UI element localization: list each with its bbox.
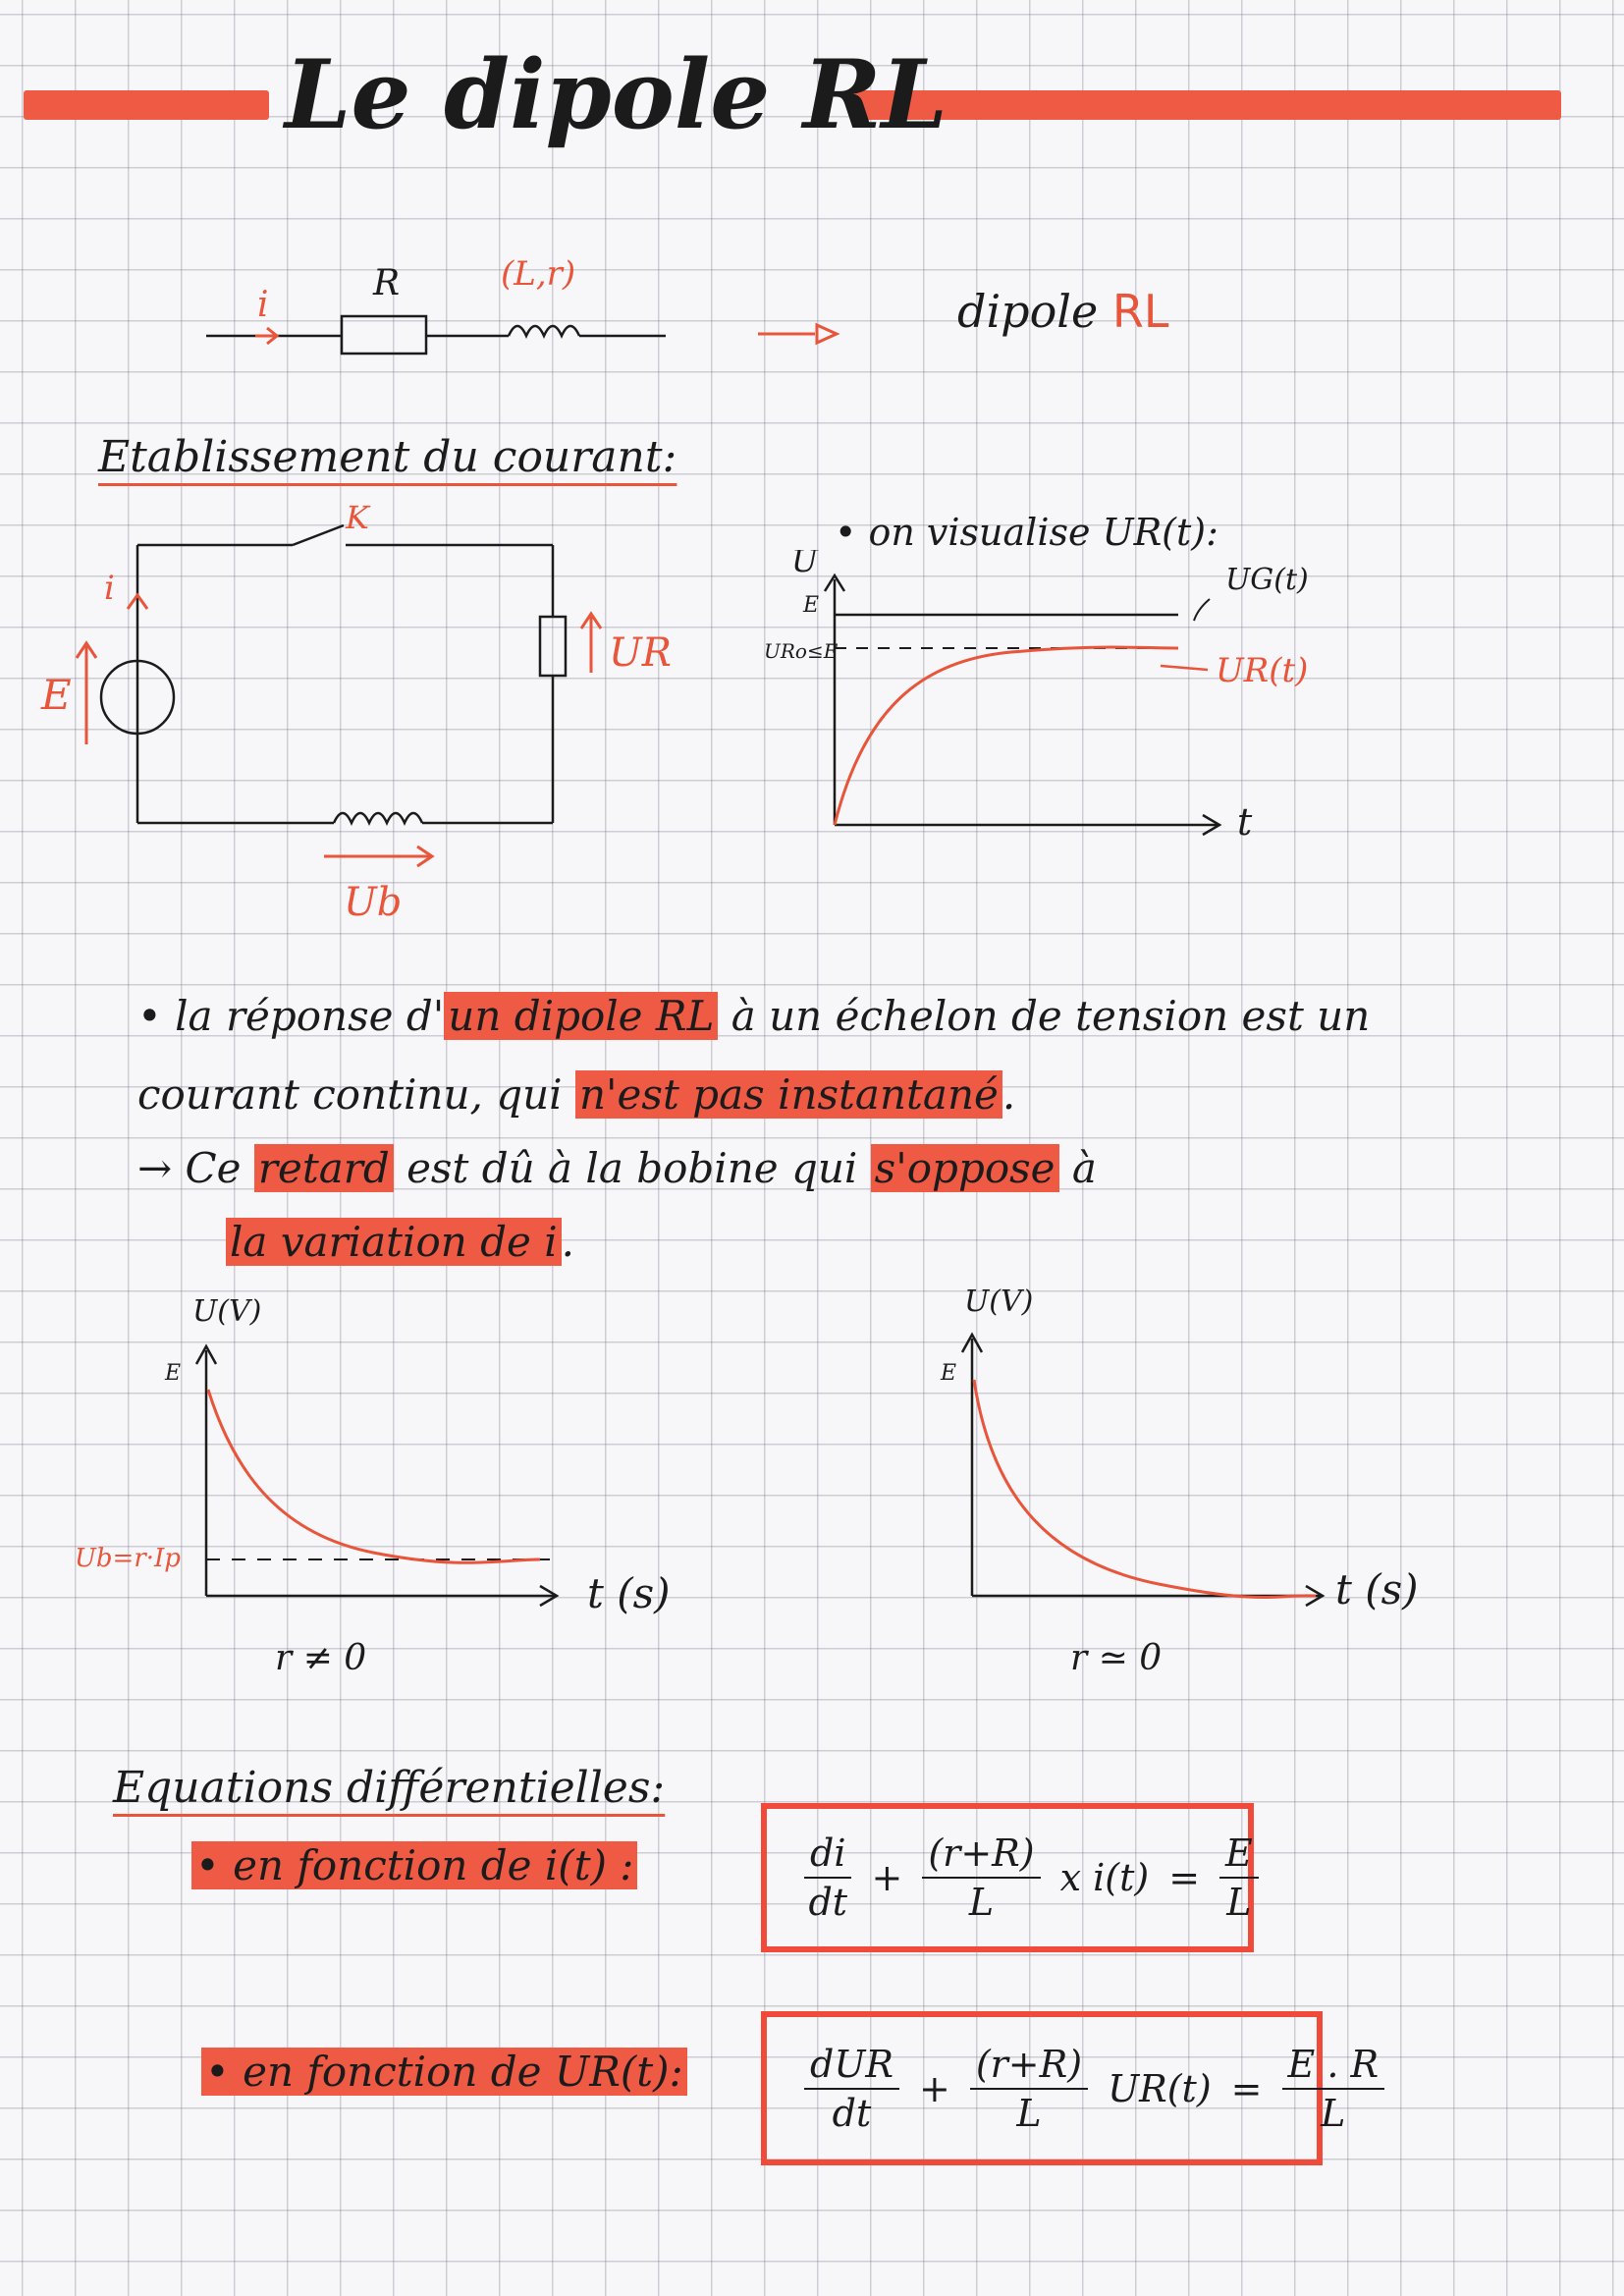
resistor-voltage-label: UR <box>609 630 672 676</box>
frac-dur-dt: $\frac{\text{dUR}}{dt}$ <box>804 2043 899 2135</box>
eq2-label-text: • en fonction de UR(t): <box>201 2048 687 2096</box>
frac-r-plus-r-over-l: $\frac{(r+R)}{L}$ <box>970 2043 1088 2135</box>
decay-curve <box>974 1380 1316 1598</box>
switch-k-symbol <box>293 525 344 545</box>
title-highlight-right <box>852 90 1561 120</box>
eq1-label-text: • en fonction de i(t) : <box>191 1841 637 1889</box>
section-heading-establishment: Etablissement du courant: <box>98 432 677 482</box>
e-tick-label: E <box>803 593 820 618</box>
rl-word: RL <box>1111 285 1169 338</box>
paragraph-line-3: → Ce retard est dû à la bobine qui s'oppose à <box>137 1144 1097 1192</box>
current-term: x i(t) <box>1059 1856 1150 1899</box>
decay-graph-r-nonzero <box>59 1282 727 1694</box>
paragraph-line-4: la variation de i. <box>226 1218 574 1266</box>
resistor-symbol <box>342 316 426 354</box>
asymptote-label: Ub=r·Ip <box>75 1544 181 1573</box>
decay-curve <box>208 1390 540 1562</box>
ur-response-graph <box>756 550 1326 845</box>
source-label: E <box>41 671 72 719</box>
highlight-not-instant: n'est pas instantané <box>575 1070 1002 1119</box>
section-heading-equations: Equations différentielles: <box>113 1763 666 1813</box>
e-tick-label: E <box>941 1361 957 1386</box>
current-label: i <box>104 569 115 608</box>
highlight-variation: la variation de i <box>226 1218 562 1266</box>
highlight-dipole-rl: un dipole RL <box>444 992 718 1040</box>
plus-sign: + <box>918 2066 950 2110</box>
frac-r-plus-r-over-l: $\frac{(r+R)}{L}$ <box>922 1831 1040 1924</box>
frac-di-dt: $\frac{di}{dt}$ <box>804 1831 851 1924</box>
equation-box-current <box>761 1803 1254 1952</box>
ug-series-label: UG(t) <box>1225 563 1309 597</box>
rl-dipole-schematic <box>196 246 707 373</box>
x-axis-label: t (s) <box>587 1569 671 1617</box>
ur-series-curve <box>835 647 1178 825</box>
y-axis-label: U(V) <box>192 1294 262 1329</box>
eq2-label <box>201 2048 687 2096</box>
frac-e-over-l: $\frac{E}{L}$ <box>1219 1831 1259 1924</box>
dipole-rl-label <box>957 285 1168 338</box>
y-axis-label: U <box>791 550 818 579</box>
voltage-term: UR(t) <box>1108 2066 1212 2110</box>
dipole-word: dipole <box>957 285 1099 338</box>
resistor-symbol <box>540 617 566 676</box>
graph-caption: r ≠ 0 <box>275 1638 367 1678</box>
graph-caption: r ≃ 0 <box>1070 1638 1163 1678</box>
coil-symbol <box>509 326 579 336</box>
coil-symbol <box>334 813 422 823</box>
x-axis-label: t (s) <box>1335 1565 1419 1613</box>
title-highlight-left <box>24 90 269 120</box>
eq1-label <box>191 1841 637 1889</box>
switch-label: K <box>346 501 369 536</box>
equation-box-voltage <box>761 2011 1380 2165</box>
asymptote-tick-label: URo≤E <box>764 639 839 663</box>
ur-series-label: UR(t) <box>1216 651 1309 690</box>
highlight-oppose: s'oppose <box>871 1144 1059 1192</box>
frac-er-over-l: $\frac{E . R}{L}$ <box>1282 2043 1385 2135</box>
equals-sign: = <box>1230 2066 1263 2110</box>
rl-circuit-diagram <box>29 501 697 953</box>
x-axis-label: t <box>1237 800 1253 844</box>
implies-arrow-icon <box>756 319 854 349</box>
page-title: Le dipole RL <box>285 39 947 150</box>
plus-sign: + <box>871 1856 903 1899</box>
decay-graph-r-zero <box>923 1282 1512 1694</box>
highlight-retard: retard <box>254 1144 394 1192</box>
current-label: i <box>257 285 269 325</box>
paragraph-line-1: • la réponse d'un dipole RL à un échelon de tension est un <box>137 992 1371 1040</box>
e-tick-label: E <box>165 1361 182 1386</box>
coil-label: (L,r) <box>501 254 576 294</box>
resistor-label: R <box>373 263 401 303</box>
current-arrow-icon <box>255 328 277 344</box>
paragraph-line-2: courant continu, qui n'est pas instantané. <box>137 1070 1016 1119</box>
equals-sign: = <box>1168 1856 1201 1899</box>
y-axis-label: U(V) <box>964 1285 1034 1319</box>
visualise-note: • on visualise UR(t): <box>835 511 1218 554</box>
coil-voltage-label: Ub <box>344 880 403 925</box>
